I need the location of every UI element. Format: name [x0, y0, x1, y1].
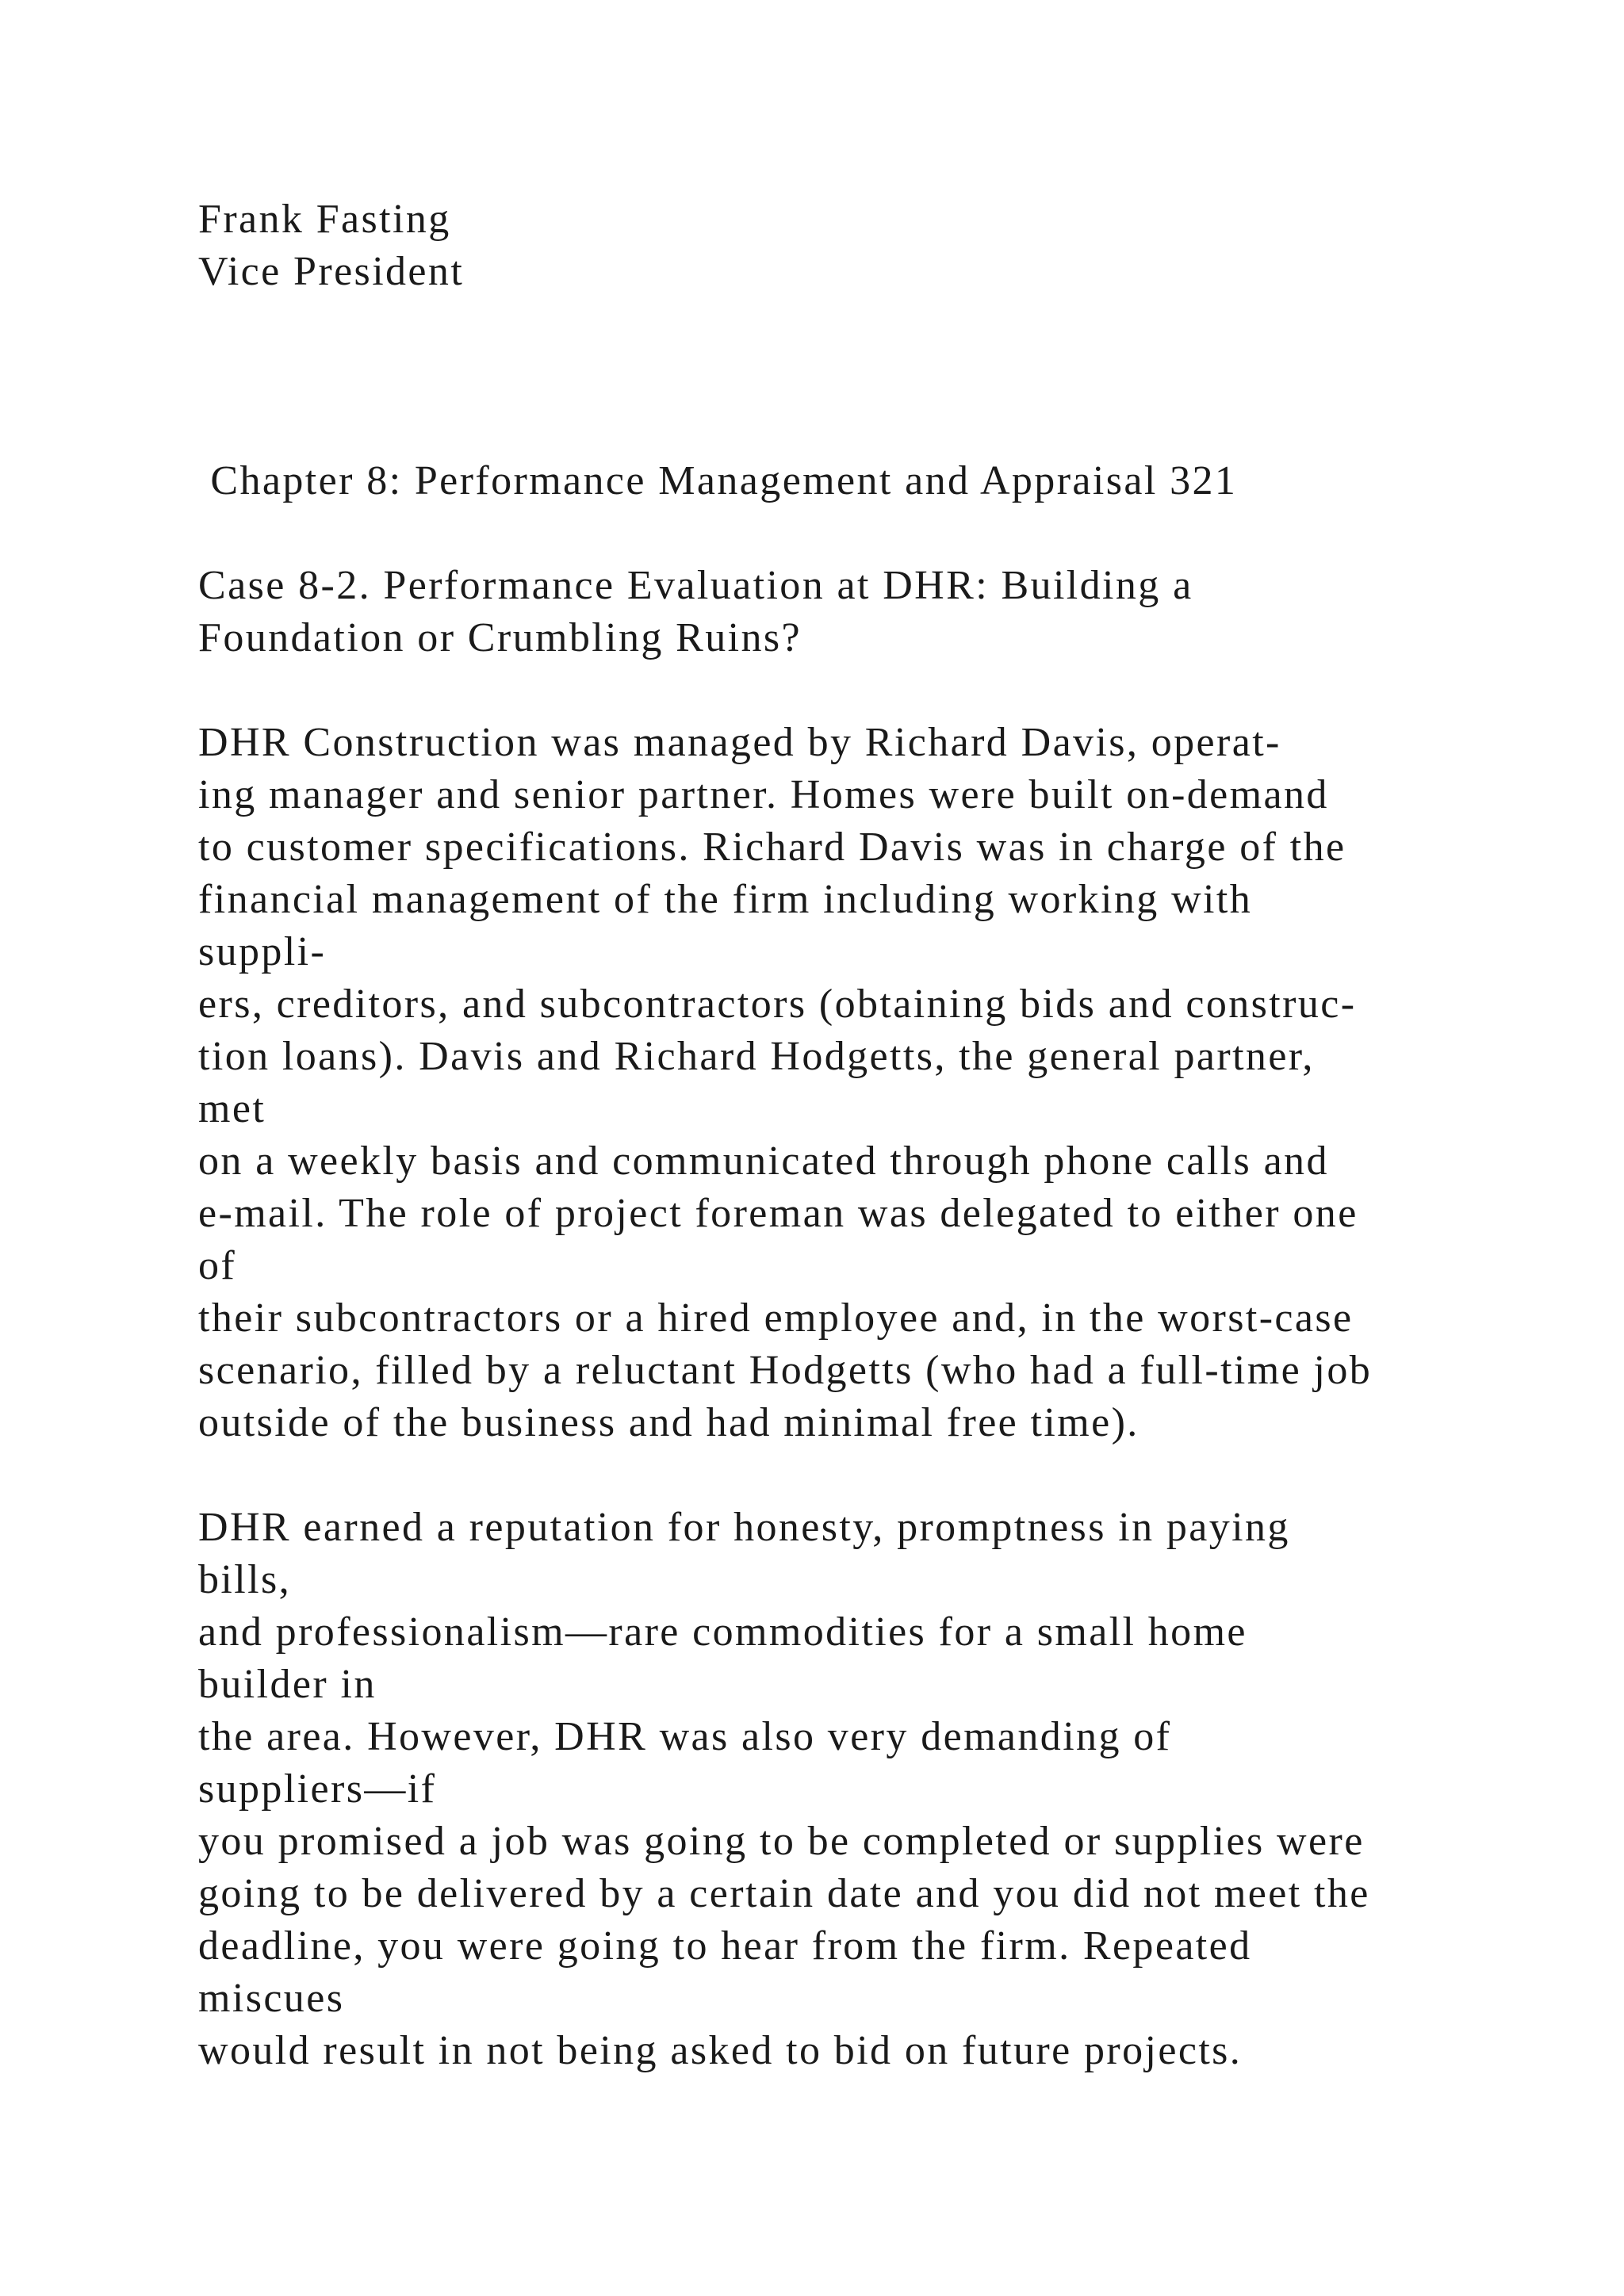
paragraph-1-line: e-mail. The role of project foreman was delegated to either one — [198, 1191, 1358, 1236]
spacer — [198, 403, 1546, 455]
paragraph-2-line: miscues — [198, 1976, 345, 2021]
paragraph-1-line: ing manager and senior partner. Homes were built on-demand — [198, 772, 1329, 817]
chapter-header: Chapter 8: Performance Management and Appraisal 321 — [198, 458, 1238, 503]
paragraph-2-line: going to be delivered by a certain date and you did not meet the — [198, 1871, 1370, 1916]
signature-title: Vice President — [198, 249, 465, 294]
paragraph-2-line: the area. However, DHR was also very demanding of — [198, 1714, 1172, 1759]
paragraph-1-line: outside of the business and had minimal free time). — [198, 1400, 1139, 1445]
spacer — [198, 298, 1546, 350]
paragraph-1-line: ers, creditors, and subcontractors (obtaining bids and construc- — [198, 982, 1357, 1027]
paragraph-2-line: DHR earned a reputation for honesty, promptness in paying — [198, 1505, 1290, 1550]
paragraph-2-line: builder in — [198, 1662, 377, 1707]
paragraph-1-line: on a weekly basis and communicated through phone calls and — [198, 1138, 1329, 1184]
case-title-line: Case 8-2. Performance Evaluation at DHR: Building a — [198, 563, 1193, 608]
paragraph-1-line: to customer specifications. Richard Davis was in charge of the — [198, 825, 1346, 870]
document-body — [198, 193, 1546, 2077]
paragraph-1-line: their subcontractors or a hired employee and, in the worst-case — [198, 1295, 1354, 1341]
paragraph-2-line: would result in not being asked to bid on future projects. — [198, 2028, 1243, 2073]
signature-name: Frank Fasting — [198, 197, 451, 242]
paragraph-2-line: and professionalism—rare commodities for a small home — [198, 1609, 1247, 1655]
paragraph-1-line: met — [198, 1086, 266, 1131]
paragraph-1-line: of — [198, 1243, 237, 1288]
spacer — [198, 507, 1546, 560]
paragraph-2-line: you promised a job was going to be completed or supplies were — [198, 1819, 1365, 1864]
paragraph-1-line: financial management of the firm including working with — [198, 877, 1253, 922]
paragraph-2-line: deadline, you were going to hear from the firm. Repeated — [198, 1923, 1252, 1969]
case-title-line: Foundation or Crumbling Ruins? — [198, 615, 802, 660]
spacer — [198, 1449, 1546, 1502]
paragraph-1-line: tion loans). Davis and Richard Hodgetts, the general partner, — [198, 1034, 1315, 1079]
paragraph-1-line: scenario, filled by a reluctant Hodgetts (who had a full-time job — [198, 1348, 1373, 1393]
paragraph-1-line: suppli- — [198, 929, 327, 974]
spacer — [198, 664, 1546, 717]
paragraph-2-line: bills, — [198, 1557, 291, 1602]
paragraph-2-line: suppliers—if — [198, 1766, 437, 1812]
paragraph-1-line: DHR Construction was managed by Richard Davis, operat- — [198, 720, 1281, 765]
spacer — [198, 350, 1546, 403]
